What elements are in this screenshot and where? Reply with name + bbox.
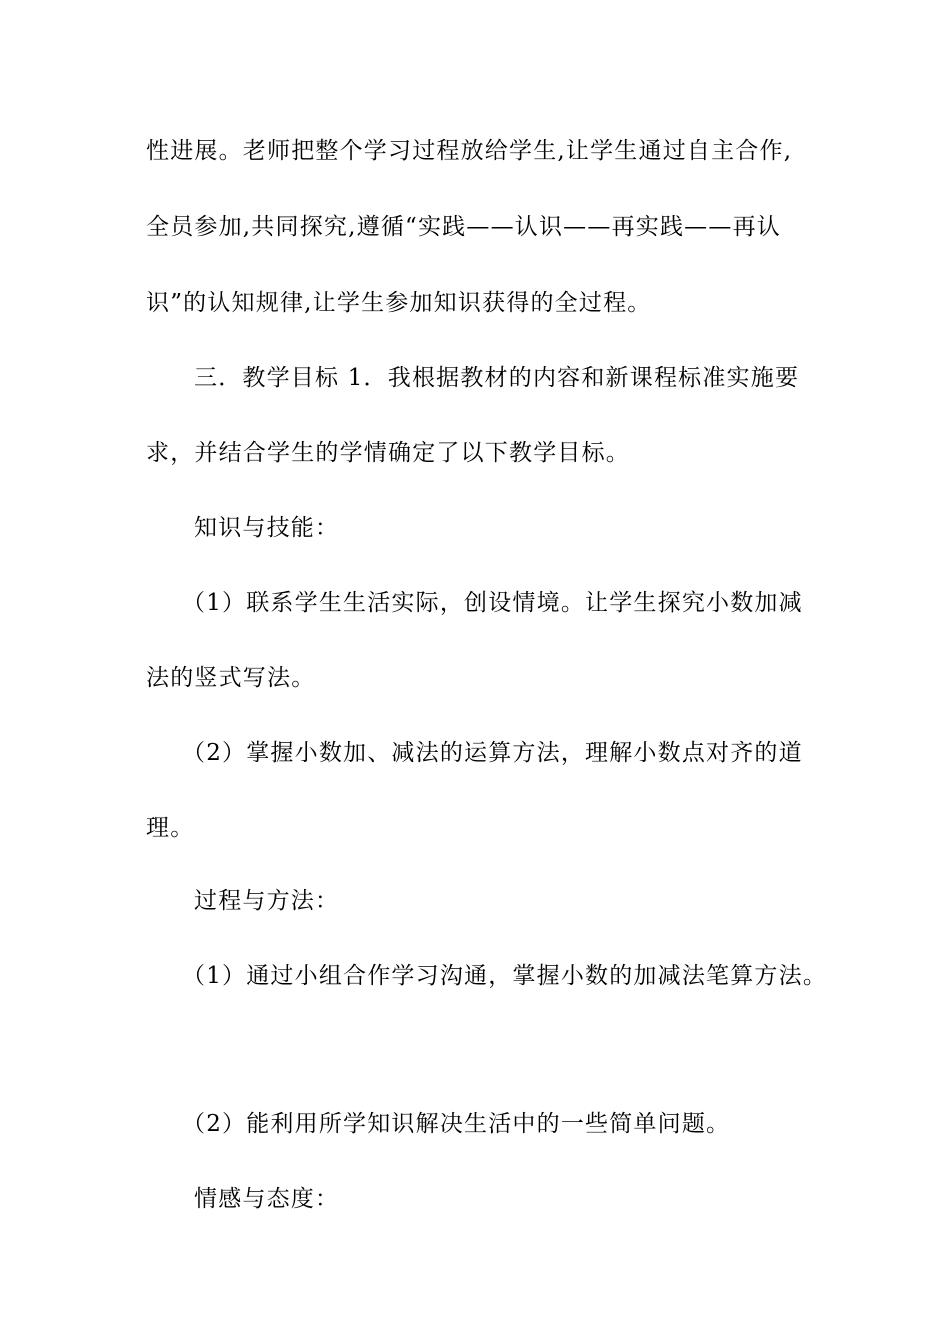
list-item-line: （2）掌握小数加、减法的运算方法，理解小数点对齐的道 [182, 740, 803, 766]
paragraph-line: 性进展。老师把整个学习过程放给学生,让学生通过自主合作, [146, 138, 793, 164]
list-item-line: （1）通过小组合作学习沟通，掌握小数的加减法笔算方法。 [182, 963, 828, 989]
paragraph-line: 求，并结合学生的学情确定了以下教学目标。 [146, 440, 630, 466]
paragraph-line: 识”的认知规律,让学生参加知识获得的全过程。 [146, 290, 652, 316]
list-item-line: （1）联系学生生活实际，创设情境。让学生探究小数加减 [182, 590, 803, 616]
list-item-line: （2）能利用所学知识解决生活中的一些简单问题。 [182, 1111, 731, 1137]
list-item-line: 法的竖式写法。 [146, 665, 316, 691]
subheading-emotion-attitude: 情感与态度： [194, 1186, 340, 1212]
subheading-knowledge-skills: 知识与技能： [194, 515, 340, 541]
paragraph-line: 全员参加,共同探究,遵循“实践——认识——再实践——再认 [146, 214, 781, 240]
section-heading-line: 三．教学目标 1．我根据教材的内容和新课程标准实施要 [194, 365, 800, 391]
list-item-line: 理。 [146, 815, 195, 841]
subheading-process-method: 过程与方法： [194, 888, 340, 914]
